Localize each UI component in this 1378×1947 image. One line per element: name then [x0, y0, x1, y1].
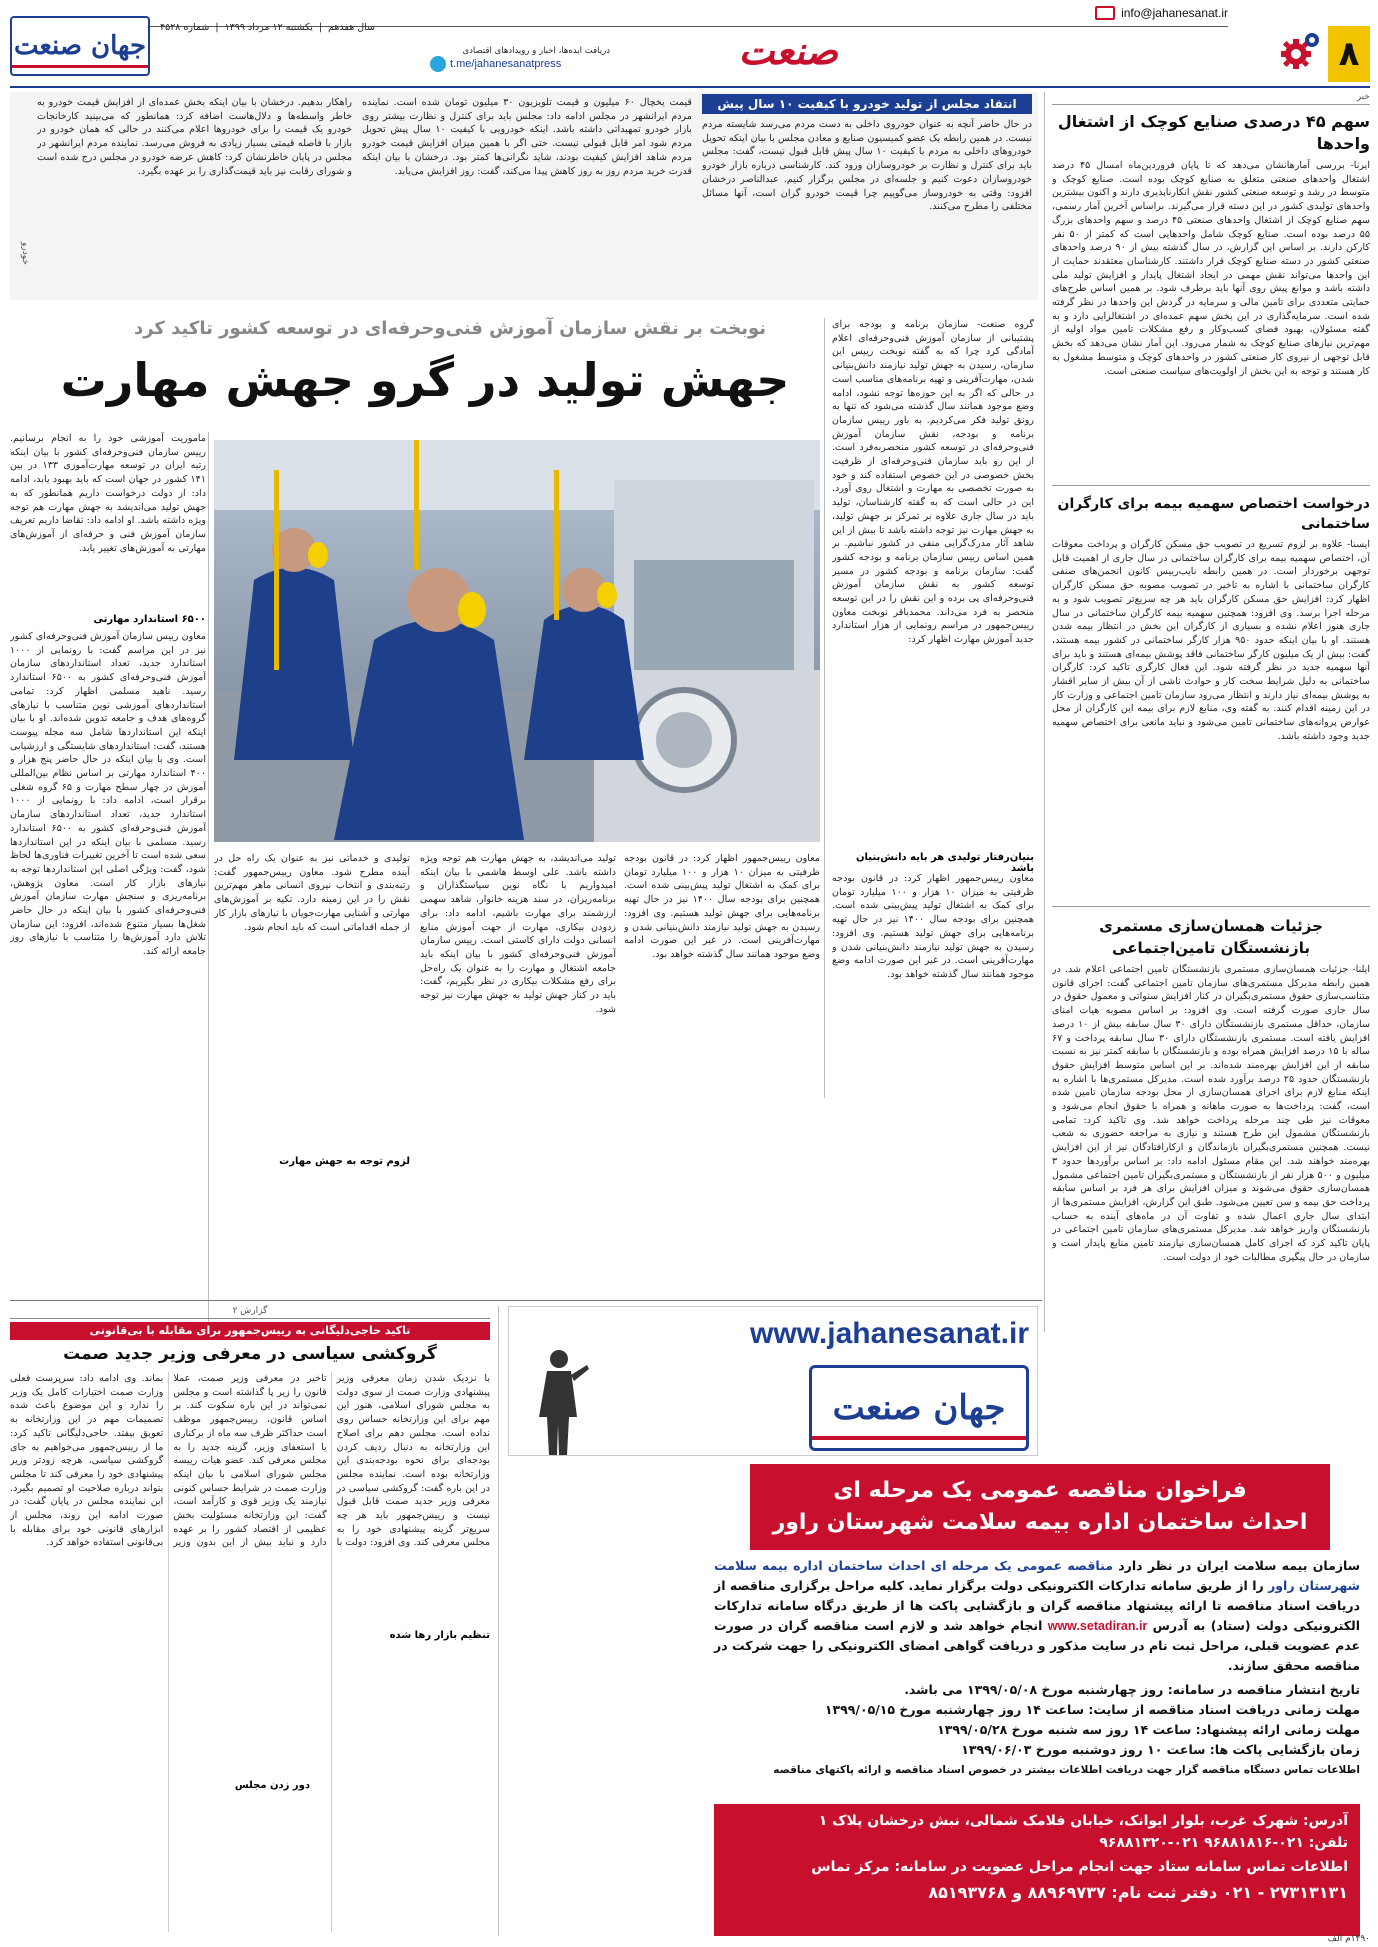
khabar-tag: خبر [1052, 92, 1370, 105]
main-subhead-1: ۶۵۰۰ استاندارد مهارتی [93, 614, 206, 625]
main-subhead-3: بنیان‌رفتار تولیدی هر بایه دانش‌بنیان باشد [856, 852, 1034, 874]
main-lead-column: گروه صنعت- سازمان برنامه و بودجه برای پشتیبانی از سازمان آموزش فنی‌وحرفه‌ای اعلام آمادگی کرد چرا که به گفته نوبخت رییس این سازمان، رسیدن به جهش تولید نیازمند دانش‌بنیانی شدن، مهارت‌آفرینی و تهیه برنامه‌های مناسب است در حالی که اگر به این حوزه‌ها توجه نشود، ادامه وضع موجود همانند سال گذشته می‌شود که تنها به رونق تولید فکر می‌کردیم. به باور رییس سازمان برنامه و بودجه، نقش سازمان آموزش فنی‌وحرفه‌ای در توسعه کشور منحصربه‌فرد است. از این رو باید سازمان فنی‌وحرفه‌ای از ظرفیت بخش خصوصی در این خصوص استفاده کند و خود به صورت تخصصی به مهارت و اشتغال روی آورد. این در حالی است که به گفته کارشناسان، تولید باید در سال جاری علاوه بر تمرکز بر جهش تولید، به جهش مهارت نیز توجه داشته باشد تا بیش از این شاهد آثار مدرک‌گرایی منفی در کشور نباشیم. بر همین اساس رییس سازمان برنامه و بودجه کشور گفت: سازمان برنامه و بودجه کشور در مسیر توسعه کشور به نقش سازمان آموزش فنی‌وحرفه‌ای پی برده و این نقش را در این توسعه منحصر به فرد می‌داند. محمدباقر نوبخت معاون رییس‌جمهور در مراسم رونمایی از هزار استاندارد جدید آموزش مهارت اظهار کرد: [832, 319, 1034, 646]
main-left-column: ماموریت آموزشی خود را به انجام برسانیم. رییس سازمان فنی‌وحرفه‌ای کشور با بیان اینکه رتبه ایران در توسعه مهارت‌آموزی ۱۳۳ در بین ۱۴۱ کشور در جهان است که باید بهبود یابد، ادامه داد: از دولت درخواست داریم همانطور که به جهش تولید می‌اندیشد به جهش مهارت هم توجه ویژه داشته باشد. او ادامه داد: تقاضا داریم تعریف سازمان آموزش فنی و حرفه‌ای از آموزش‌های مهارتی به آموزش‌های تغییر یابد. [10, 433, 206, 554]
tender-setad-line: اطلاعات تماس سامانه ستاد جهت انجام مراحل عضویت در سامانه: مرکز تماس [811, 1859, 1348, 1875]
left-divider [208, 432, 209, 1332]
tender-title-box [750, 1464, 1330, 1550]
car-col3: راهکار بدهیم. درخشان با بیان اینکه بخش عمده‌ای از افزایش قیمت خودرو به خاطر واسطه‌ها و دلال‌هاست اضافه کرد: همانطور که می‌بینید کارخانجات خودرو یک قیمت را برای خودروها اعلام می‌کنند در حالی که همان خودرو در بازار با فاصله قیمتی بسیار زیادی به فروش می‌رسد. نماینده مردم ایرانشهر در مجلس در پایان خاطرنشان کرد: کاهش عرضه خودرو در مجلس درج شده است و شورای رقابت نیز باید قیمت‌گذاری را بر عهده بگیرد. [37, 97, 352, 177]
telegram-icon [430, 56, 446, 72]
tender-address: آدرس: شهرک غرب، بلوار ایوانک، خیابان فلامک شمالی، نبش درخشان پلاک ۱ [818, 1813, 1348, 1829]
car-section-title: انتقاد مجلس از تولید خودرو با کیفیت ۱۰ سال پیش [702, 94, 1032, 114]
right-column-divider [1044, 92, 1045, 1332]
tender-setad-phone: ۲۷۳۱۳۱۳۱ - ۰۲۱ دفتر ثبت نام: ۸۸۹۶۹۷۳۷ و ۸۵۱۹۳۷۶۸ [928, 1883, 1348, 1902]
banner-logo: جهان صنعت [809, 1365, 1029, 1451]
tender-date-1: تاریخ انتشار مناقصه در سامانه: روز چهارشنبه مورخ ۱۳۹۹/۰۵/۰۸ می باشد. [904, 1682, 1360, 1697]
email-row [1095, 6, 1228, 20]
bottom-divider [498, 1306, 499, 1936]
masthead-logo: جهان صنعت [10, 16, 150, 76]
year-label: سال هفدهم [328, 22, 376, 33]
issue-info: سال هفدهم | یکشنبه ۱۲ مرداد ۱۳۹۹ | شماره ۴۵۲۸ [160, 22, 376, 33]
tender-contact-box [714, 1804, 1360, 1936]
bottom-subhead-b: دور زدن مجلس [210, 1780, 310, 1791]
main-lead-continued: معاون رییس‌جمهور اظهار کرد: در قانون بودجه ظرفیتی به میزان ۱۰ هزار و ۱۰۰ میلیارد تومان برای کمک به اشتغال تولید پیش‌بینی شده است. همچنین برای بودجه سال ۱۴۰۰ نیز در حال تهیه برنامه‌هایی برای جهش تولید هستیم. وی افزود: رسیدن به جهش تولید نیازمند دانش‌بنیانی شدن و مهارت‌آفرینی است. در غیر این صورت ادامه وضع موجود همانند سال گذشته خواهد بود. [832, 873, 1034, 980]
tender-title-1: فراخوان مناقصه عمومی یک مرحله ای [833, 1478, 1247, 1503]
car-section-tag: خودرو [20, 242, 30, 265]
bottom-story-body: با نزدیک شدن زمان معرفی وزیر پیشنهادی وزارت صمت از سوی دولت به مجلس شورای اسلامی، هنوز این مهم برای این وزارتخانه حساس روی نداده است. مجلس دهم برای اصلاح این وزارتخانه به دنبال ردیف کردن بودجه‌ای برای نحوه بودجه‌بندی این وزارتخانه بوده است. نماینده مجلس در این باره گفت: گروکشی سیاسی در معرفی وزیر جدید صمت قابل قبول نیست و رییس‌جمهور باید هر چه سریع‌تر گزینه پیشنهادی خود را به مجلس معرفی کند. وی افزود: دولت با تاخیر در معرفی وزیر صمت، عملا قانون را زیر پا گذاشته است و مجلس نمی‌تواند در این باره سکوت کند. بر اساس قانون، رییس‌جمهور موظف است حداکثر ظرف سه ماه از برکناری یا استعفای وزیر، گزینه جدید را به مجلس معرفی کند. عضو هیات رییسه مجلس شورای اسلامی با بیان اینکه وزارت صمت در شرایط حساس کنونی نیازمند یک وزیر قوی و کارآمد است، گفت: این وزارتخانه مسئولیت بخش عظیمی از اقتصاد کشور را بر عهده دارد و نباید بیش از این بدون وزیر بماند. وی ادامه داد: سرپرست فعلی وزارت صمت اختیارات کامل یک وزیر را ندارد و این موضوع باعث شده تصمیمات مهم در این وزارتخانه به تعویق بیفتد. حاجی‌دلیگانی تاکید کرد: ما از رییس‌جمهور می‌خواهیم به جای گروکشی سیاسی، هرچه زودتر وزیر پیشنهادی خود را معرفی کند تا مجلس بتواند درباره صلاحیت او تصمیم بگیرد. این نماینده مجلس در پایان گفت: در صورت ادامه این روند، مجلس از ابزارهای قانونی خود برای مقابله با بی‌قانونی استفاده خواهد کرد. [10, 1373, 490, 1549]
car-section [10, 92, 1038, 300]
tender-ad [704, 1464, 1370, 1940]
tender-phone: تلفن: ۰۲۱-۹۶۸۸۱۸۱۶ ۰۲۱-۹۶۸۸۱۳۲۰ [1099, 1835, 1348, 1851]
bottom-title: گروکشی سیاسی در معرفی وزیر جدید صمت [63, 1344, 437, 1364]
telegram-link[interactable]: t.me/jahanesanatpress [450, 58, 562, 70]
section-logo: صنعت [738, 28, 838, 73]
car-col1: در حال حاضر آنچه به عنوان خودروی داخلی به دست مردم می‌رسد شایسته مردم نیست. در همین رابطه یک عضو کمیسیون صنایع و معادن مجلس با بیان اینکه تحویل خودروهای داخلی به مردم با کیفیت ۱۰ سال پیش قابل قبول نیست، گفت: مجلس باید برای کنترل و نظارت بر خودروسازان ورود کند. کارشناسی درباره بازار خودرو خودروسازان دعوت کنیم و جلسه‌ای در مجلس برگزار کنیم. عبدالناصر درخشان افزود: وقتی به خودروساز می‌گوییم چرا قیمت خودرو گران است، آنها مسائل مختلفی را مطرح می‌کنند. [702, 119, 1032, 213]
main-bottom-col-3: تولیدی و خدماتی نیز به عنوان یک راه حل در آینده مطرح شود. معاون رییس‌جمهور گفت: رتبه‌بندی و انتخاب نیروی انسانی ماهر مهم‌ترین نقش را در این زمینه دارد. تکیه بر آموزش‌های مهارتی و آشنایی مهارت‌جویان با نیازهای بازار کار از جمله اقداماتی است که باید انجام شود. [214, 853, 410, 933]
tender-info-line: اطلاعات تماس دستگاه مناقصه گزار جهت دریافت اطلاعات بیشتر در خصوص اسناد مناقصه و ارائه پاکتهای مناقصه [773, 1764, 1360, 1776]
report-tag: گزارش ۲ [10, 1306, 490, 1319]
date-label: یکشنبه ۱۲ مرداد ۱۳۹۹ [224, 22, 313, 33]
car-col2: قیمت یخچال ۶۰ میلیون و قیمت تلویزیون ۳۰ میلیون تومان شده است. نماینده مردم ایرانشهر در مجلس ادامه داد: مجلس باید برای کنترل و نظارت بیشتر روی بازار خودرو تمهیداتی داشته باشد. اینکه خودرویی با کیفیت ۱۰ سال پیش تحویل مردم شود امر قابل قبولی نیست. حتی اگر با همین میزان افزایش قیمت خودرو مردم شاهد افزایش کیفیت بودند، شاید نگرانی‌ها کمتر بود. درخشان با بیان اینکه قدرت خرید مردم روز به روز کاهش پیدا می‌کند، گفت: روز افزایش می‌یابد. [362, 97, 692, 177]
mail-icon [1095, 6, 1115, 20]
email-address[interactable]: info@jahanesanat.ir [1121, 6, 1228, 20]
tender-date-4: زمان بازگشایی پاکت ها: ساعت ۱۰ روز دوشنبه مورخ ۱۳۹۹/۰۶/۰۳ [961, 1742, 1360, 1757]
banner-person-icon [529, 1347, 589, 1455]
tender-date-2: مهلت زمانی دریافت اسناد مناقصه از سایت: ساعت ۱۴ روز چهارشنبه مورخ ۱۳۹۹/۰۵/۱۵ [824, 1702, 1360, 1717]
jahanesanat-banner [508, 1306, 1038, 1456]
factory-photo [214, 440, 820, 842]
tender-date-3: مهلت زمانی ارائه پیشنهاد: ساعت ۱۴ روز سه شنبه مورخ ۱۳۹۹/۰۵/۲۸ [937, 1722, 1360, 1737]
story3-body: ایلنا- جزئیات همسان‌سازی مستمری بازنشستگان تامین اجتماعی اعلام شد. در همین رابطه مدیرکل مستمری‌های سازمان تامین اجتماعی گفت: اجرای قانون متناسب‌سازی حقوق مستمری‌بگیران در کنار افزایش سنواتی و معمول حقوق در سال جاری صورت گرفته است. وی افزود: بر اساس مصوبه هیات امنای سازمان، حداقل مستمری بازنشستگان دارای ۳۰ سال سابقه بیش از ۱۰ درصد افزایش یافته است. مستمری بازنشستگان دارای ۳۰ سال سابقه پرداخت و ۶۷ ساله با ۱۵ درصد افزایش همراه بوده و بازنشستگان با سابقه کمتر نیز به نسبت سابقه از این افزایش بهره‌مند شده‌اند. بر این اساس متوسط افزایش حقوق بازنشستگان حدود ۲۵ درصد برآورد شده است. مدیرکل مستمری‌ها با اشاره به اینکه منابع لازم برای اجرای همسان‌سازی از محل بودجه سازمان تامین شده است، گفت: پرداخت‌ها به صورت ماهانه و همراه با حقوق انجام می‌شود و معوقات نیز طی چند مرحله پرداخت خواهد شد. وی تاکید کرد: تمامی بازنشستگان مشمول این طرح هستند و نیازی به مراجعه حضوری به شعب نیست. همچنین مستمری‌بگیران بازماندگان و ازکارافتادگان نیز از این افزایش بهره‌مند خواهند شد. این مقام مسئول ادامه داد: بر اساس برآوردها حدود ۳ میلیون و ۵۰۰ هزار نفر از بازنشستگان و مستمری‌بگیران تامین اجتماعی مشمول همسان‌سازی حقوق می‌شوند و میزان افزایش برای هر فرد بر اساس سابقه پرداخت حق بیمه و سن تعیین می‌شود. طبق این گزارش، افزایش مستمری‌ها از ابتدای سال جاری اعمال شده و تفاوت آن در ماه‌های آینده به حساب بازنشستگان واریز خواهد شد. مدیرکل مستمری‌های سازمان تامین اجتماعی در پایان تاکید کرد که اجرای کامل همسان‌سازی نیازمند تامین منابع پایدار است و سازمان در حال پیگیری مطالبات خود از دولت است. [1052, 964, 1370, 1263]
right-news-column [1052, 92, 1370, 1552]
page-number: ۸ [1338, 34, 1360, 74]
banner-url[interactable]: www.jahanesanat.ir [750, 1317, 1029, 1350]
tender-intro: سازمان بیمه سلامت ایران در نظر دارد مناقصه عمومی یک مرحله ای احداث ساختمان اداره بیمه سلامت شهرستان راور را از طریق سامانه تدارکات الکترونیکی دولت برگزار نماید. کلیه مراحل برگزاری مناقصه از دریافت اسناد مناقصه تا ارائه پیشنهاد مناقصه گران و بازگشایی پاکت ها از طریق درگاه سامانه تدارکات الکترونیکی دولت (ستاد) به آدرس www.setadiran.ir انجام خواهد شد و لازم است مناقصه گران در صورت عدم عضویت قبلی، مراحل ثبت نام در سایت مذکور و دریافت گواهی امضای الکترونیکی را جهت شرکت در مناقصه محقق سازند. [714, 1558, 1360, 1673]
lead-divider [824, 318, 825, 1098]
main-article-kicker: نوبخت بر نقش سازمان آموزش فنی‌وحرفه‌ای در توسعه کشور تاکید کرد [133, 318, 767, 339]
story1-body: ایرنا- بررسی آمارهانشان می‌دهد که تا پایان فروردین‌ماه امسال ۴۵ درصد اشتغال واحدهای صنعتی متعلق به صنایع کوچک بوده است. صنایع کوچک و متوسط در رشد و توسعه صنعتی کشور نقش انکارناپذیری دارند و اکنون بیشترین واحدهای تولیدی کشور در این دسته قرار می‌گیرند. براساس آخرین آمار رسمی، سهم صنایع کوچک از اشتغال واحدهای صنعتی ۴۵ درصد و سهم واحدهای بزرگ ۵۵ درصد بوده است. صنایع کوچک شامل واحدهایی است که کمتر از ۵۰ نفر کارکن دارند. بر اساس این گزارش، در سال گذشته بیش از ۹۰ درصد واحدهای صنعتی کشور در دسته صنایع کوچک قرار داشتند. کارشناسان معتقدند حمایت از این واحدها می‌تواند نقش مهمی در ایجاد اشتغال پایدار و افزایش تولید ملی داشته باشد و موانع پیش روی آنها باید برطرف شود. بر همین اساس طرح‌های حمایتی متعددی برای تامین مالی و سرمایه در گردش این واحدها در نظر گرفته شده است. سرمایه‌گذاری در این بخش سهم عمده‌ای در اشتغالزایی دارد و به گفته مسئولان، بهبود فضای کسب‌وکار و رفع مشکلات تامین مواد اولیه از مهم‌ترین نیازهای صنایع کوچک به شمار می‌رود. این آمار نشان می‌دهد که بخش قابل توجهی از نیروی کار صنعتی کشور در واحدهای کوچک و متوسط مشغول به کار هستند و توجه به این بخش از اولویت‌های سیاست صنعتی است. [1052, 160, 1370, 377]
mid-bottom-rule [10, 1300, 1042, 1301]
story3-title: جزئیات همسان‌سازی مستمری بازنشستگان تامین‌اجتماعی [1099, 917, 1323, 957]
main-bottom-col-1: معاون رییس‌جمهور اظهار کرد: در قانون بودجه ظرفیتی به میزان ۱۰ هزار و ۱۰۰ میلیارد تومان برای کمک به اشتغال تولید پیش‌بینی شده است. همچنین برای بودجه سال ۱۴۰۰ نیز در حال تهیه برنامه‌هایی برای جهش تولید هستیم. وی افزود: رسیدن به جهش تولید نیازمند دانش‌بنیانی شدن و مهارت‌آفرینی است. در غیر این صورت ادامه وضع موجود همانند سال گذشته خواهد بود. [624, 853, 820, 960]
bottom-red-kicker: تاکید حاجی‌دلیگانی به رییس‌جمهور برای مقابله با بی‌قانونی [10, 1322, 490, 1340]
main-subhead-2: لزوم توجه به جهش مهارت [279, 1156, 410, 1167]
story1-title: سهم ۴۵ درصدی صنایع کوچک از اشتغال واحدها [1057, 112, 1370, 153]
tender-title-2: احداث ساختمان اداره بیمه سلامت شهرستان راور [772, 1510, 1308, 1535]
gear-icon [1276, 28, 1322, 74]
telegram-block [430, 46, 610, 72]
header-bottom-rule [10, 86, 1370, 88]
bottom-subhead-a: تنظیم بازار رها شده [380, 1630, 490, 1641]
issue-label: شماره ۴۵۲۸ [160, 22, 210, 33]
story2-body: ایسنا- علاوه بر لزوم تسریع در تصویب حق مسکن کارگران و پرداخت معوقات آن، اختصاص سهمیه بیمه برای کارگران ساختمانی در سال جاری از اهمیت قابل توجهی برخوردار است. در همین رابطه نایب‌رییس کانون انجمن‌های صنفی کارگران ساختمانی با اشاره به تاخیر در تصویب مصوبه حق مسکن کارگران اظهار کرد: افزایش حق مسکن کارگران باید هر چه سریع‌تر تصویب شود و به مرحله اجرا برسد. وی افزود: همچنین سهمیه بیمه کارگران ساختمانی در سال جاری هنوز اعلام نشده و بسیاری از کارگران این بخش در انتظار بیمه شدن هستند. او با بیان اینکه حدود ۹۵۰ هزار کارگر ساختمانی در کشور بیمه هستند، گفت: بیش از یک میلیون کارگر ساختمانی فاقد پوشش بیمه‌ای هستند و باید برای آنها سهمیه جدید در نظر گرفته شود. این فعال کارگری تاکید کرد: کارگران ساختمانی به دلیل شرایط سخت کار و حوادث ناشی از آن بیش از سایر اقشار به پوشش بیمه‌ای نیاز دارند و انتظار می‌رود سازمان تامین اجتماعی و وزارت کار در این زمینه اقدام کنند. به گفته وی، منابع لازم برای بیمه این کارگران از محل عوارض پروانه‌های ساختمانی تامین می‌شود و نباید مانعی برای اختصاص سهمیه جدید وجود داشته باشد. [1052, 539, 1370, 742]
ad-code: ۱۴۹۰م الف [1327, 1934, 1370, 1944]
story2-title: درخواست اختصاص سهمیه بیمه برای کارگران ساختمانی [1057, 496, 1370, 532]
main-bottom-col-2: تولید می‌اندیشد، به جهش مهارت هم توجه ویژه داشته باشد. علی اوسط هاشمی با بیان اینکه امیدواریم با نگاه نوین سیاستگذاران و برنامه‌ریزان، در سند هزینه خانوار، شاهد سهمی ارزشمند برای مهارت باشیم، ادامه داد: برای زدودن بیکاری، مهارت از جهت آموزش منابع انسانی دولت دارای کاستی است. رییس سازمان آموزش فنی‌وحرفه‌ای کشور با بیان اینکه باید جامعه اشتغال و مهارت را به عنوان یک راه‌حل برای رفع مشکلات بیکاری در نظر بگیریم، گفت: باید در کنار جهش تولید به جهش مهارت نیز توجه شود. [420, 853, 616, 1015]
telegram-caption: دریافت ایده‌ها، اخبار و رویدادهای اقتصادی [462, 46, 610, 56]
main-article-title: جهش تولید در گرو جهش مهارت [60, 353, 790, 407]
page-number-box [1328, 26, 1370, 82]
main-left-column-2: معاون رییس سازمان آموزش فنی‌وحرفه‌ای کشور نیز در این مراسم گفت: با رونمایی از ۱۰۰۰ استاندارد جدید، تعداد استانداردهای سازمان آموزش فنی‌وحرفه‌ای کشور به ۶۵۰۰ استاندارد رسید. ناهید مسلمی اظهار کرد: تمامی استانداردهای آموزشی نوین متناسب با نیازهای گروه‌های هدف و جامعه تدوین شده‌اند. او با بیان اینکه این استانداردها شامل سه مجله پیوست هستند، گفت: استانداردهای شایستگی و ارزشیابی است. وی با بیان اینکه در حال حاضر پنج هزار و ۴۰۰ استاندارد مهارتی بر اساس نظام بین‌المللی آموزش در چهار سطح مهارت و ۶۵ گروه شغلی برقرار است، ادامه داد: با رونمایی از ۱۰۰۰ استاندارد جدید، تعداد استانداردهای سازمان آموزش فنی‌وحرفه‌ای کشور به ۶۵۰۰ استاندارد رسید. مسلمی با بیان اینکه در این استانداردها سعی شده است تا آخرین تغییرات فناوری‌ها لحاظ شود، گفت: ویژگی اصلی این استانداردها توجه به نیازهای بازار کار است. معاون پژوهش، برنامه‌ریزی و سنجش مهارت سازمان آموزش فنی‌وحرفه‌ای کشور با بیان اینکه در حال حاضر شغل‌ها بسیار متنوع شده‌اند، افزود: این سازمان تلاش دارد آموزش‌ها را متناسب با نیازهای روز جامعه ارائه کند. [10, 631, 206, 958]
page-header [0, 0, 1378, 90]
tender-dates [714, 1680, 1360, 1780]
